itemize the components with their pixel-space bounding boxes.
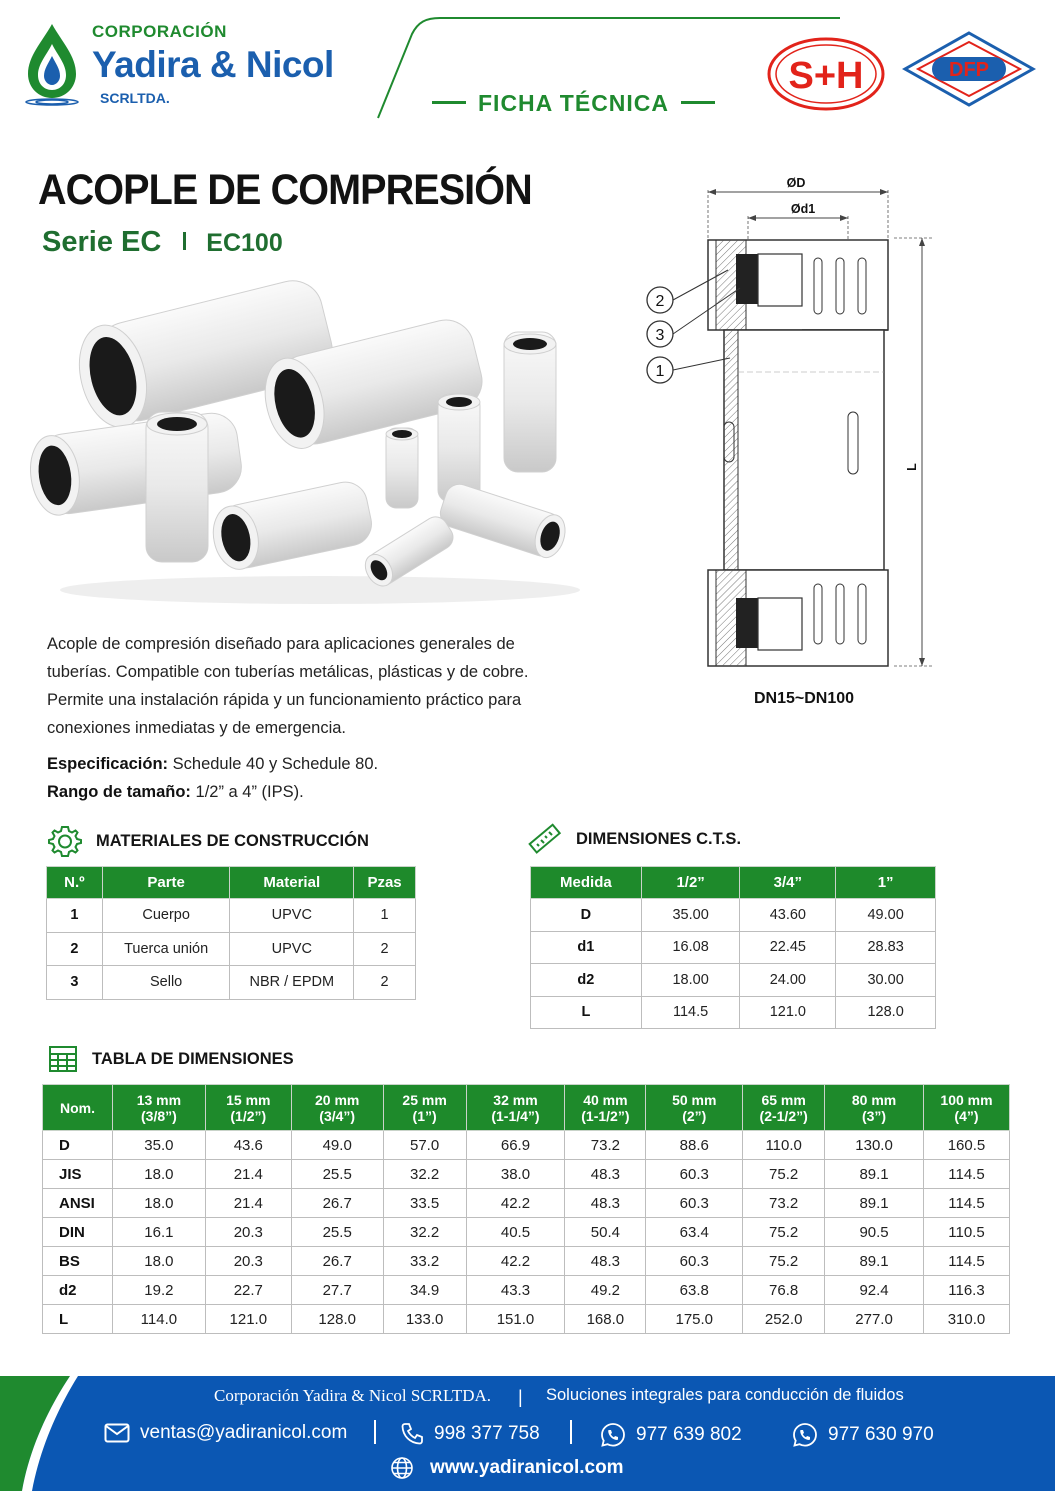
table-cell: 1: [47, 899, 103, 933]
table-cell: 75.2: [743, 1160, 825, 1189]
table-row: [531, 964, 936, 997]
diagram-caption: DN15~DN100: [754, 690, 855, 707]
series-label: Serie EC: [42, 226, 162, 258]
table-cell: 114.5: [923, 1189, 1009, 1218]
table-cell: 277.0: [825, 1305, 924, 1334]
table-cell: D: [531, 899, 642, 932]
table-row: [43, 1305, 1010, 1334]
cts-heading: DIMENSIONES C.T.S.: [528, 822, 741, 856]
footer-separator: [374, 1420, 376, 1444]
table-cell: 90.5: [825, 1218, 924, 1247]
table-cell: 42.2: [466, 1189, 565, 1218]
gear-icon: [48, 824, 82, 858]
table-cell: 252.0: [743, 1305, 825, 1334]
table-cell: 2: [354, 932, 416, 966]
cts-table: [530, 866, 936, 1029]
product-series: [42, 226, 283, 259]
col-header: 1/2”: [641, 867, 740, 899]
product-description: Acople de compresión diseñado para aplicaciones generales de tuberías. Compatible con tuberías metálicas, plásticas y de cobre. Permite una instalación rápida y un funcionamiento práctico para conexiones inmediatas y de emergencia.: [47, 635, 529, 737]
table-cell: 16.1: [112, 1218, 205, 1247]
table-cell: 57.0: [383, 1131, 466, 1160]
table-cell: 25.5: [291, 1218, 383, 1247]
materials-header-row: [47, 867, 416, 899]
table-cell: 66.9: [466, 1131, 565, 1160]
table-cell: 175.0: [646, 1305, 743, 1334]
whatsapp-icon: [792, 1422, 818, 1448]
table-cell: 35.0: [112, 1131, 205, 1160]
table-row: [531, 899, 936, 932]
col-header: 80 mm (3”): [825, 1085, 924, 1131]
table-cell: 50.4: [565, 1218, 646, 1247]
table-cell: 310.0: [923, 1305, 1009, 1334]
table-row: [47, 932, 416, 966]
col-header: 65 mm (2-1/2”): [743, 1085, 825, 1131]
table-cell: 35.00: [641, 899, 740, 932]
col-header: 25 mm (1”): [383, 1085, 466, 1131]
table-cell: 75.2: [743, 1247, 825, 1276]
product-code: EC100: [206, 229, 283, 257]
product-photo: [30, 272, 590, 612]
table-cell: d2: [531, 964, 642, 997]
table-row: [47, 899, 416, 933]
col-header: 13 mm (3/8”): [112, 1085, 205, 1131]
footer-website[interactable]: [390, 1456, 624, 1480]
table-cell: 63.8: [646, 1276, 743, 1305]
table-cell: 18.0: [112, 1247, 205, 1276]
table-cell: 89.1: [825, 1247, 924, 1276]
table-cell: 48.3: [565, 1247, 646, 1276]
brand-name: Yadira & Nicol: [92, 44, 334, 85]
table-cell: 19.2: [112, 1276, 205, 1305]
table-icon: [48, 1045, 78, 1073]
table-cell: 18.00: [641, 964, 740, 997]
table-row: [43, 1189, 1010, 1218]
table-cell: 63.4: [646, 1218, 743, 1247]
footer-phone[interactable]: [400, 1422, 540, 1446]
dfp-brand-logo: [902, 30, 1036, 108]
table-cell: 26.7: [291, 1247, 383, 1276]
table-cell: d1: [531, 931, 642, 964]
table-cell: NBR / EPDM: [230, 966, 354, 1000]
table-cell: 48.3: [565, 1160, 646, 1189]
table-cell: 2: [354, 966, 416, 1000]
table-cell: d2: [43, 1276, 113, 1305]
table-row: [531, 931, 936, 964]
website-text: www.yadiranicol.com: [430, 1457, 624, 1478]
footer-tagline: Soluciones integrales para conducción de fluidos: [546, 1386, 904, 1404]
table-cell: 1: [354, 899, 416, 933]
sh-logo-text: S+H: [788, 55, 864, 97]
table-cell: 76.8: [743, 1276, 825, 1305]
table-cell: 2: [47, 932, 103, 966]
table-row: [43, 1218, 1010, 1247]
callout-1: [647, 357, 730, 383]
table-cell: 168.0: [565, 1305, 646, 1334]
table-cell: 128.0: [836, 996, 936, 1029]
table-row: [47, 966, 416, 1000]
table-row: [43, 1247, 1010, 1276]
whatsapp-icon: [600, 1422, 626, 1448]
table-cell: 49.0: [291, 1131, 383, 1160]
table-cell: 20.3: [205, 1247, 291, 1276]
table-cell: 43.60: [740, 899, 836, 932]
materials-table: [46, 866, 416, 1000]
footer-company: Corporación Yadira & Nicol SCRLTDA.: [214, 1386, 492, 1405]
dimensions-table: [42, 1084, 1010, 1334]
dimensions-heading: TABLA DE DIMENSIONES: [48, 1045, 294, 1073]
email-text: ventas@yadiranicol.com: [140, 1422, 348, 1443]
table-cell: 110.0: [743, 1131, 825, 1160]
ruler-icon: [528, 822, 562, 856]
table-cell: 89.1: [825, 1189, 924, 1218]
table-cell: 114.5: [923, 1247, 1009, 1276]
col-header: 3/4”: [740, 867, 836, 899]
mail-icon: [104, 1423, 130, 1443]
table-cell: 43.6: [205, 1131, 291, 1160]
footer-separator: [570, 1420, 572, 1444]
table-cell: 60.3: [646, 1189, 743, 1218]
table-cell: Cuerpo: [102, 899, 230, 933]
col-header: 20 mm (3/4”): [291, 1085, 383, 1131]
table-cell: 73.2: [565, 1131, 646, 1160]
col-header: Medida: [531, 867, 642, 899]
table-cell: 75.2: [743, 1218, 825, 1247]
table-cell: 22.7: [205, 1276, 291, 1305]
dfp-logo-text: DFP: [949, 59, 989, 81]
table-cell: 48.3: [565, 1189, 646, 1218]
col-header: Material: [230, 867, 354, 899]
header: [0, 0, 1055, 140]
col-header: 15 mm (1/2”): [205, 1085, 291, 1131]
table-cell: 151.0: [466, 1305, 565, 1334]
table-cell: 128.0: [291, 1305, 383, 1334]
table-cell: L: [43, 1305, 113, 1334]
table-cell: 73.2: [743, 1189, 825, 1218]
table-cell: 25.5: [291, 1160, 383, 1189]
table-cell: 92.4: [825, 1276, 924, 1305]
table-cell: 21.4: [205, 1160, 291, 1189]
footer-divider: |: [518, 1387, 523, 1407]
table-cell: 20.3: [205, 1218, 291, 1247]
table-cell: JIS: [43, 1160, 113, 1189]
col-header: Pzas: [354, 867, 416, 899]
sh-brand-logo: [766, 36, 886, 112]
diagram-label-D: ØD: [786, 176, 806, 190]
table-row: [531, 996, 936, 1029]
svg-text:2: 2: [655, 293, 665, 310]
table-cell: 116.3: [923, 1276, 1009, 1305]
table-row: [43, 1160, 1010, 1189]
col-header: 40 mm (1-1/2”): [565, 1085, 646, 1131]
product-title: ACOPLE DE COMPRESIÓN: [38, 166, 532, 214]
table-cell: 22.45: [740, 931, 836, 964]
diagram-label-d1: Ød1: [790, 202, 816, 216]
table-cell: 28.83: [836, 931, 936, 964]
table-cell: Tuerca unión: [102, 932, 230, 966]
table-cell: D: [43, 1131, 113, 1160]
table-cell: 33.5: [383, 1189, 466, 1218]
col-header: N.º: [47, 867, 103, 899]
spec-line: Especificación: Schedule 40 y Schedule 80.: [47, 755, 379, 773]
svg-text:3: 3: [655, 327, 665, 344]
table-cell: 43.3: [466, 1276, 565, 1305]
table-cell: 114.0: [112, 1305, 205, 1334]
table-cell: 88.6: [646, 1131, 743, 1160]
product-specs: [47, 750, 378, 806]
table-cell: 40.5: [466, 1218, 565, 1247]
phone-icon: [400, 1422, 424, 1446]
dimensions-header-row: [43, 1085, 1010, 1131]
table-cell: 16.08: [641, 931, 740, 964]
table-cell: 21.4: [205, 1189, 291, 1218]
svg-text:1: 1: [655, 363, 665, 380]
brand-top-text: CORPORACIÓN: [92, 22, 227, 41]
whatsapp-2-text: 977 630 970: [828, 1424, 934, 1445]
table-cell: 110.5: [923, 1218, 1009, 1247]
cts-header-row: [531, 867, 936, 899]
table-cell: UPVC: [230, 899, 354, 933]
table-cell: Sello: [102, 966, 230, 1000]
table-cell: 26.7: [291, 1189, 383, 1218]
table-cell: 114.5: [641, 996, 740, 1029]
table-cell: 114.5: [923, 1160, 1009, 1189]
table-cell: 24.00: [740, 964, 836, 997]
phone-text: 998 377 758: [434, 1423, 540, 1444]
table-cell: 30.00: [836, 964, 936, 997]
table-cell: 49.00: [836, 899, 936, 932]
table-row: [43, 1276, 1010, 1305]
footer-email[interactable]: [104, 1422, 347, 1444]
materials-heading: MATERIALES DE CONSTRUCCIÓN: [48, 824, 369, 858]
table-cell: 42.2: [466, 1247, 565, 1276]
table-cell: UPVC: [230, 932, 354, 966]
table-cell: 3: [47, 966, 103, 1000]
table-cell: 38.0: [466, 1160, 565, 1189]
table-cell: 18.0: [112, 1189, 205, 1218]
water-drop-logo-icon: [22, 22, 82, 108]
table-cell: 34.9: [383, 1276, 466, 1305]
table-cell: 49.2: [565, 1276, 646, 1305]
diagram-label-L: L: [905, 463, 919, 471]
table-cell: 89.1: [825, 1160, 924, 1189]
table-cell: 130.0: [825, 1131, 924, 1160]
brand-subtitle: SCRLTDA.: [100, 90, 170, 106]
table-cell: 32.2: [383, 1160, 466, 1189]
technical-diagram: [636, 172, 936, 672]
table-cell: BS: [43, 1247, 113, 1276]
table-cell: 18.0: [112, 1160, 205, 1189]
col-header: 1”: [836, 867, 936, 899]
doc-type-heading: FICHA TÉCNICA: [420, 90, 727, 117]
footer-whatsapp-2[interactable]: [792, 1422, 934, 1448]
range-line: Rango de tamaño: 1/2” a 4” (IPS).: [47, 783, 304, 801]
table-row: [43, 1131, 1010, 1160]
table-cell: 33.2: [383, 1247, 466, 1276]
col-header: 50 mm (2”): [646, 1085, 743, 1131]
table-cell: 60.3: [646, 1160, 743, 1189]
table-cell: 121.0: [205, 1305, 291, 1334]
table-cell: DIN: [43, 1218, 113, 1247]
table-cell: 121.0: [740, 996, 836, 1029]
table-cell: 32.2: [383, 1218, 466, 1247]
table-cell: ANSI: [43, 1189, 113, 1218]
col-header: 32 mm (1-1/4”): [466, 1085, 565, 1131]
table-cell: L: [531, 996, 642, 1029]
table-cell: 160.5: [923, 1131, 1009, 1160]
col-header: Parte: [102, 867, 230, 899]
col-header: Nom.: [43, 1085, 113, 1131]
table-cell: 27.7: [291, 1276, 383, 1305]
footer-whatsapp-1[interactable]: [600, 1422, 742, 1448]
table-cell: 133.0: [383, 1305, 466, 1334]
col-header: 100 mm (4”): [923, 1085, 1009, 1131]
whatsapp-1-text: 977 639 802: [636, 1424, 742, 1445]
globe-icon: [390, 1456, 414, 1480]
table-cell: 60.3: [646, 1247, 743, 1276]
